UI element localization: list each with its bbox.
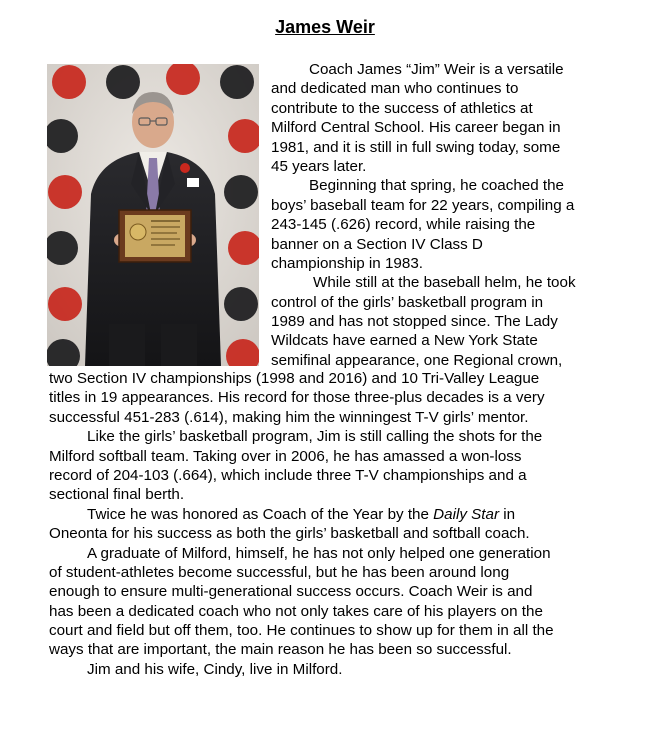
text-full-width	[49, 369, 614, 679]
text-line: While still at the baseball helm, he took	[313, 274, 576, 292]
text-line: 1989 and has not stopped since. The Lady	[271, 313, 558, 331]
portrait-illustration	[47, 64, 259, 366]
text-line: and dedicated man who continues to	[271, 80, 519, 98]
page-title: James Weir	[275, 17, 375, 37]
text-line: ways that are important, the main reason he has been so successful.	[49, 641, 512, 659]
text-line: titles in 19 appearances. His record for those three-plus decades is a very	[49, 389, 545, 407]
text-beside-photo	[271, 60, 621, 370]
text-line: 243-145 (.626) record, while raising the	[271, 216, 536, 234]
text-line: Coach James “Jim” Weir is a versatile	[309, 61, 564, 78]
text-line: enough to ensure multi-generational success occurs. Coach Weir is and	[49, 583, 533, 601]
text-line: boys’ baseball team for 22 years, compiling a	[271, 196, 575, 214]
text-line: 1981, and it is still in full swing today, some	[271, 138, 561, 156]
coach-of-year-text: Twice he was honored as Coach of the Year by the	[87, 505, 434, 523]
text-line: sectional final berth.	[49, 486, 185, 504]
text-line: Wildcats have earned a New York State	[271, 332, 538, 350]
text-line: championship in 1983.	[271, 254, 423, 272]
text-line: semifinal appearance, one Regional crown,	[271, 351, 563, 369]
coach-of-year-text: in	[499, 505, 516, 523]
text-line: banner on a Section IV Class D	[271, 235, 483, 253]
publication-name: Daily Star	[433, 505, 500, 523]
text-line: Beginning that spring, he coached the	[309, 177, 564, 195]
text-line: court and field but off them, too. He continues to show up for them in all the	[49, 622, 554, 640]
text-line: Jim and his wife, Cindy, live in Milford.	[87, 660, 343, 678]
text-line: record of 204-103 (.664), which include three T-V championships and a	[49, 466, 527, 484]
text-line: successful 451-283 (.614), making him the winningest T-V girls’ mentor.	[49, 408, 529, 426]
text-line: control of the girls’ basketball program in	[271, 293, 544, 311]
text-line: A graduate of Milford, himself, he has not only helped one generation	[87, 544, 551, 562]
text-line: two Section IV championships (1998 and 2016) and 10 Tri-Valley League	[49, 370, 540, 387]
coach-of-year-line	[49, 505, 614, 524]
text-line: Like the girls’ basketball program, Jim is still calling the shots for the	[87, 428, 543, 446]
text-line: Milford softball team. Taking over in 2006, he has amassed a won-loss	[49, 447, 522, 465]
text-line: Oneonta for his success as both the girls’ basketball and softball coach.	[49, 525, 530, 543]
text-line: of student-athletes become successful, but he has been around long	[49, 563, 510, 581]
text-line: Milford Central School. His career began in	[271, 119, 561, 137]
text-line: contribute to the success of athletics at	[271, 99, 533, 117]
text-line: has been a dedicated coach who not only takes care of his players on the	[49, 602, 543, 620]
award-plaque	[119, 210, 191, 262]
text-line: 45 years later.	[271, 157, 367, 175]
portrait-photo	[47, 64, 259, 366]
